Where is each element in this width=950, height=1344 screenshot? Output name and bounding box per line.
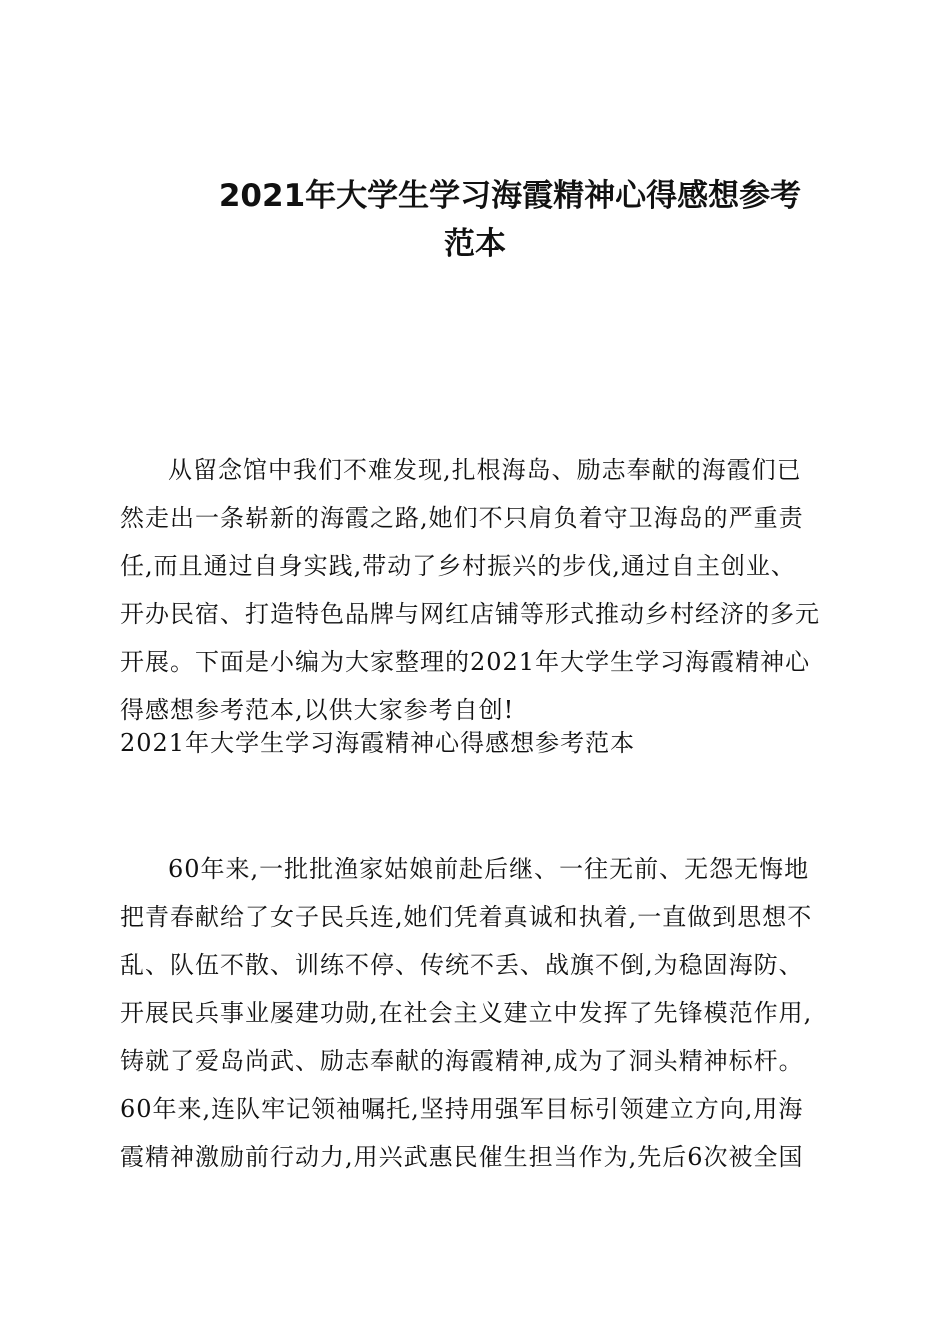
title-line-2: 范本	[444, 226, 506, 262]
document-title	[120, 172, 830, 268]
paragraph-line: 从留念馆中我们不难发现,扎根海岛、励志奉献的海霞们已	[168, 456, 802, 484]
paragraph-line: 任,而且通过自身实践,带动了乡村振兴的步伐,通过自主创业、	[120, 552, 796, 580]
body-paragraph	[120, 845, 835, 1181]
paragraph-line: 60年来,连队牢记领袖嘱托,坚持用强军目标引领建立方向,用海	[120, 1095, 804, 1123]
paragraph-line: 乱、队伍不散、训练不停、传统不丢、战旗不倒,为稳固海防、	[120, 951, 804, 979]
subheading-text: 2021年大学生学习海霞精神心得感想参考范本	[120, 729, 636, 757]
paragraph-line: 开展民兵事业屡建功勋,在社会主义建立中发挥了先锋模范作用,	[120, 999, 813, 1027]
paragraph-line: 然走出一条崭新的海霞之路,她们不只肩负着守卫海岛的严重责	[120, 504, 804, 532]
title-line-1: 2021年大学生学习海霞精神心得感想参考	[218, 178, 802, 214]
paragraph-line: 60年来,一批批渔家姑娘前赴后继、一往无前、无怨无悔地	[168, 855, 810, 883]
section-subheading	[120, 719, 835, 767]
paragraph-line: 开展。下面是小编为大家整理的2021年大学生学习海霞精神心	[120, 648, 811, 676]
paragraph-line: 霞精神激励前行动力,用兴武惠民催生担当作为,先后6次被全国	[120, 1143, 804, 1171]
paragraph-line: 得感想参考范本,以供大家参考自创!	[120, 696, 515, 724]
paragraph-line: 把青春献给了女子民兵连,她们凭着真诚和执着,一直做到思想不	[120, 903, 813, 931]
paragraph-line: 铸就了爱岛尚武、励志奉献的海霞精神,成为了洞头精神标杆。	[120, 1047, 804, 1075]
intro-paragraph	[120, 446, 835, 734]
paragraph-line: 开办民宿、打造特色品牌与网红店铺等形式推动乡村经济的多元	[120, 600, 820, 628]
